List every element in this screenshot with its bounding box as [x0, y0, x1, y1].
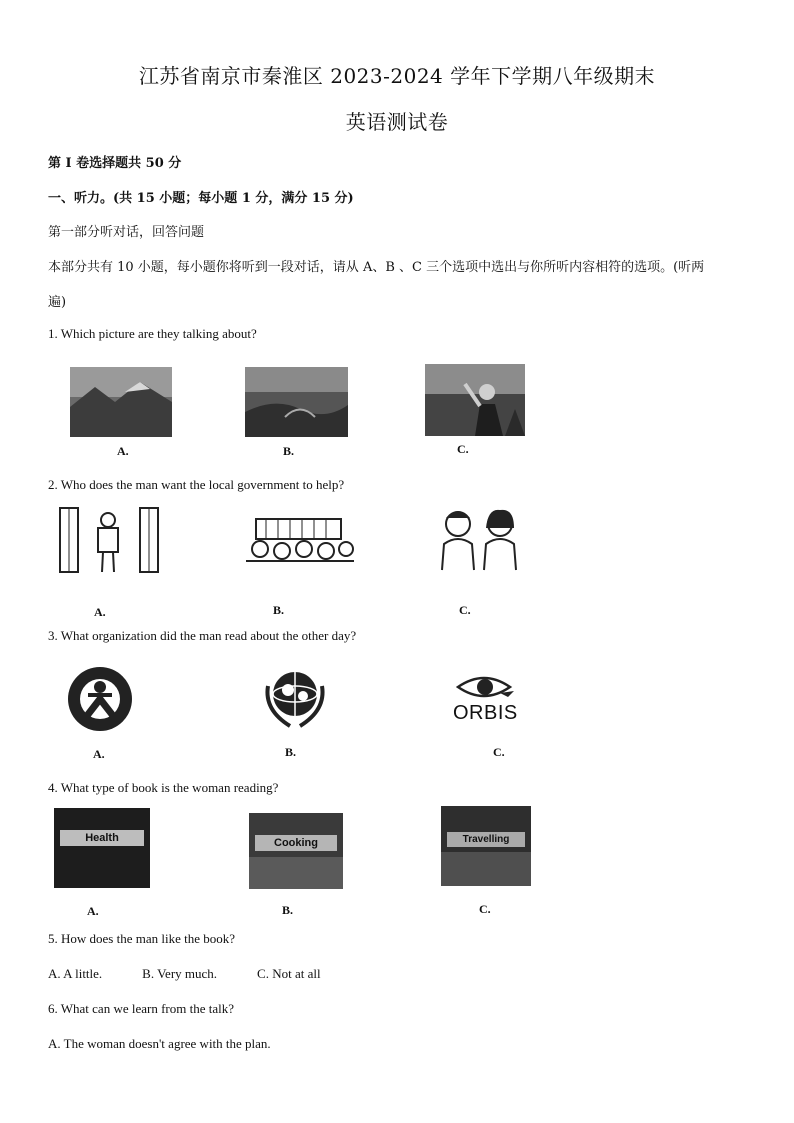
- q2-picture-a: [58, 506, 160, 574]
- q3-label-a: A.: [93, 747, 105, 761]
- section-heading: 第 I 卷选择题共 50 分: [48, 156, 182, 171]
- q1-label-b: B.: [283, 444, 295, 458]
- question-3: 3. What organization did the man read about the other day?: [48, 628, 357, 643]
- q4-book-a: [54, 808, 150, 888]
- q1-picture-c: [425, 364, 525, 436]
- q3-logo-a: [66, 665, 134, 733]
- q5-option-c: C. Not at all: [257, 966, 321, 981]
- q3-logo-c-text: ORBIS: [453, 702, 518, 724]
- q3-logo-c-eye: [456, 673, 516, 701]
- question-2: 2. Who does the man want the local government to help?: [48, 477, 345, 492]
- part-subheading: 第一部分听对话，回答问题: [48, 225, 205, 240]
- q2-label-a: A.: [94, 605, 106, 619]
- q1-label-a: A.: [117, 444, 129, 458]
- question-5: 5. How does the man like the book?: [48, 931, 236, 946]
- q5-option-b: B. Very much.: [142, 966, 218, 981]
- instructions-line1: 本部分共有 10 小题，每小题你将听到一段对话，请从 A、B 、C 三个选项中选出与你所听内容相符的选项。(听两: [48, 260, 705, 275]
- q3-label-c: C.: [493, 745, 505, 759]
- instructions-line2: 遍): [48, 295, 67, 310]
- q1-picture-b: [245, 367, 348, 437]
- q2-picture-c: [434, 502, 524, 572]
- q4-book-a-title: Health: [60, 830, 144, 846]
- question-1: 1. Which picture are they talking about?: [48, 326, 257, 341]
- q1-label-c: C.: [457, 442, 469, 456]
- question-4: 4. What type of book is the woman reading?: [48, 780, 279, 795]
- q3-label-b: B.: [285, 745, 297, 759]
- q4-book-c: [441, 806, 531, 886]
- q4-book-b-title: Cooking: [255, 835, 337, 851]
- page-title: 江苏省南京市秦淮区 2023-2024 学年下学期八年级期末: [138, 64, 656, 88]
- q2-label-b: B.: [273, 603, 285, 617]
- q2-label-c: C.: [459, 603, 471, 617]
- page-subtitle: 英语测试卷: [345, 110, 449, 134]
- q4-book-b: [249, 813, 343, 889]
- q1-picture-a: [70, 367, 172, 437]
- q5-option-a: A. A little.: [48, 966, 103, 981]
- q3-logo-b: [260, 668, 330, 730]
- question-6: 6. What can we learn from the talk?: [48, 1001, 235, 1016]
- q5-options: [48, 966, 361, 982]
- q4-book-c-title: Travelling: [447, 832, 525, 847]
- q2-picture-b: [246, 515, 354, 563]
- q4-label-b: B.: [282, 903, 294, 917]
- part-heading: 一、听力。(共 15 小题；每小题 1 分，满分 15 分): [48, 191, 354, 206]
- q6-option-a: A. The woman doesn't agree with the plan.: [48, 1036, 271, 1051]
- q4-label-c: C.: [479, 902, 491, 916]
- q4-label-a: A.: [87, 904, 99, 918]
